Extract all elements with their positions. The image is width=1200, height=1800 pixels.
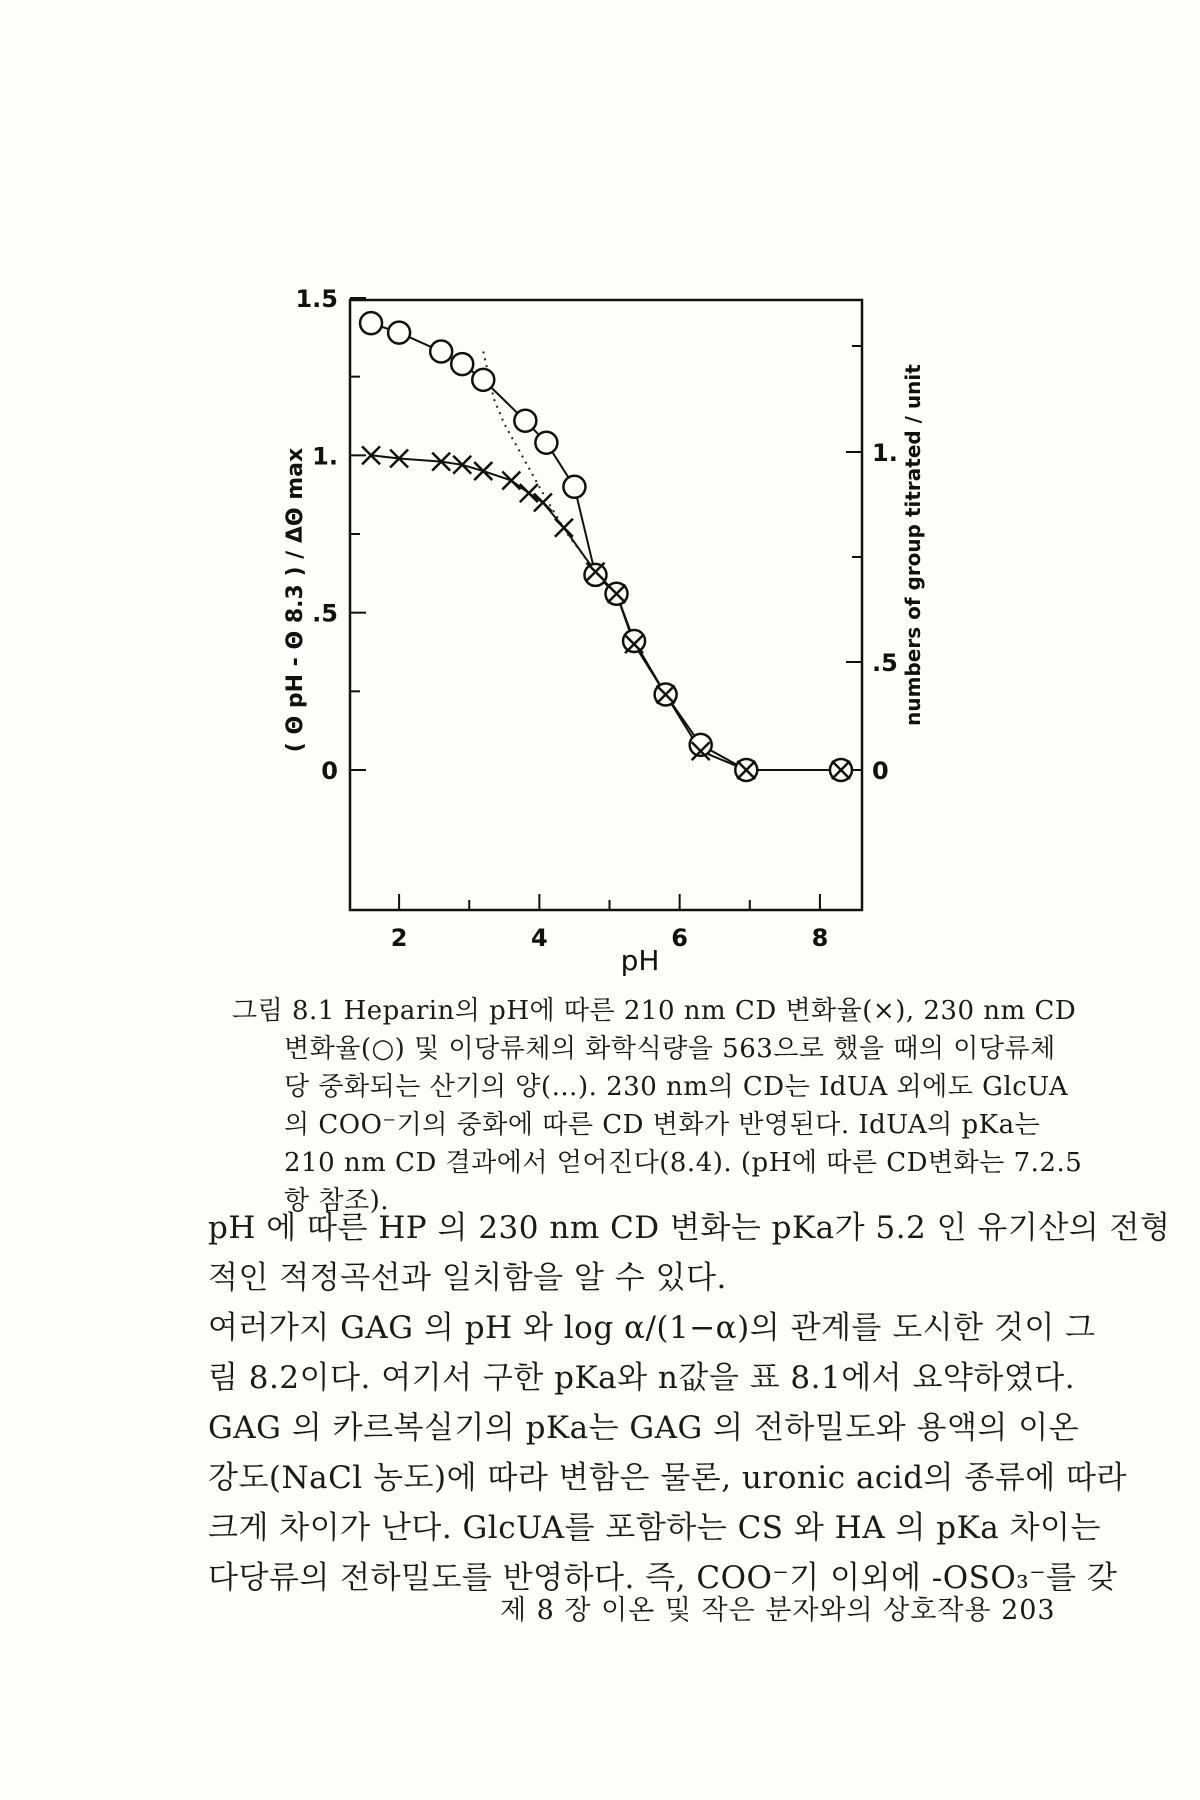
point-230nm bbox=[451, 353, 473, 375]
body-line: 적인 적정곡선과 일치함을 알 수 있다. bbox=[208, 1260, 727, 1296]
caption-line: 그림 8.1 Heparin의 pH에 따른 210 nm CD 변화율(×), 230 nm CD bbox=[232, 996, 1077, 1026]
page-footer: 제 8 장 이온 및 작은 분자와의 상호작용 203 bbox=[500, 1595, 1056, 1626]
point-230nm bbox=[623, 630, 645, 652]
point-230nm bbox=[360, 312, 382, 334]
x-tick-label: 4 bbox=[531, 924, 548, 952]
y-tick-label-left: 1.5 bbox=[295, 285, 338, 313]
body-line: 크게 차이가 난다. GlcUA를 포함하는 CS 와 HA 의 pKa 차이는 bbox=[208, 1510, 1101, 1546]
dotted-titration-curve bbox=[483, 352, 588, 563]
point-230nm bbox=[535, 432, 557, 454]
x-tick-label: 8 bbox=[811, 924, 829, 952]
y-tick-label-left: 1. bbox=[312, 442, 338, 471]
x-tick-label: 6 bbox=[671, 924, 688, 952]
y-tick-label-right: 1. bbox=[872, 439, 898, 467]
point-230nm bbox=[563, 476, 585, 498]
figure-caption bbox=[232, 992, 1082, 1220]
point-210nm bbox=[502, 472, 520, 490]
y-axis-label-right: numbers of group titrated / unit bbox=[901, 364, 925, 726]
body-paragraphs bbox=[208, 1203, 1171, 1603]
y-tick-label-right: .5 bbox=[872, 649, 898, 677]
body-line: 강도(NaCl 농도)에 따라 변함은 물론, uronic acid의 종류에 따라 bbox=[208, 1460, 1127, 1496]
point-230nm bbox=[388, 322, 410, 344]
y-tick-label-left: 0 bbox=[321, 757, 338, 785]
point-210nm bbox=[474, 462, 492, 480]
body-line: 여러가지 GAG 의 pH 와 log α/(1−α)의 관계를 도시한 것이 그 bbox=[208, 1310, 1096, 1346]
plot-frame bbox=[350, 300, 862, 910]
body-line: GAG 의 카르복실기의 pKa는 GAG 의 전하밀도와 용액의 이온 bbox=[208, 1410, 1080, 1446]
x-tick-label: 2 bbox=[390, 924, 408, 952]
body-line: pH 에 따른 HP 의 230 nm CD 변화는 pKa가 5.2 인 유기산의 전형 bbox=[208, 1210, 1171, 1246]
point-230nm bbox=[430, 340, 452, 362]
body-line: 림 8.2이다. 여기서 구한 pKa와 n값을 표 8.1에서 요약하였다. bbox=[208, 1360, 1076, 1396]
caption-line: 변화율(○) 및 이당류체의 화학식량을 563으로 했을 때의 이당류체 bbox=[284, 1034, 1056, 1064]
caption-line: 당 중화되는 산기의 양(…). 230 nm의 CD는 IdUA 외에도 GlcUA bbox=[284, 1072, 1069, 1102]
caption-line: 210 nm CD 결과에서 얻어진다(8.4). (pH에 따른 CD변화는 7.2.5 bbox=[284, 1148, 1083, 1178]
curve-230nm bbox=[371, 323, 841, 770]
caption-line: 의 COO⁻기의 중화에 따른 CD 변화가 반영된다. IdUA의 pKa는 bbox=[284, 1110, 1041, 1140]
curve-210nm bbox=[371, 455, 841, 770]
y-tick-label-left: .5 bbox=[312, 599, 338, 628]
point-230nm bbox=[584, 564, 606, 586]
x-axis-label: pH bbox=[620, 944, 660, 977]
caption-line: 항 참조). bbox=[284, 1186, 390, 1216]
point-210nm bbox=[555, 519, 573, 537]
body-line: 다당류의 전하밀도를 반영하다. 즉, COO⁻기 이외에 -OSO₃⁻를 갖 bbox=[208, 1560, 1118, 1596]
point-230nm bbox=[514, 410, 536, 432]
y-axis-label-left: ( Θ pH - Θ 8.3 ) / ΔΘ max bbox=[283, 447, 308, 753]
y-tick-label-right: 0 bbox=[872, 757, 889, 785]
point-230nm bbox=[472, 369, 494, 391]
